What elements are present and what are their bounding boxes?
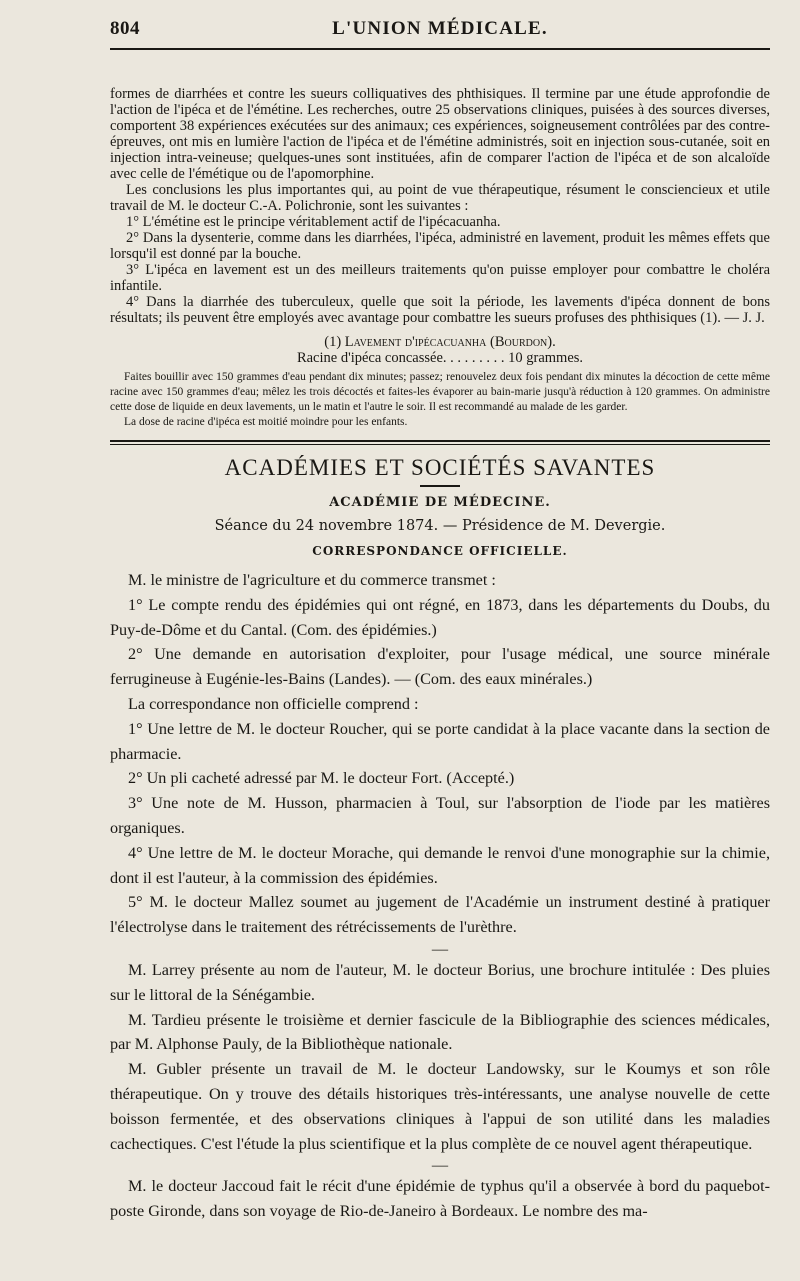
body-paragraph: M. Tardieu présente le troisième et dernier fascicule de la Bibliographie des sciences médicales, par M. Alphonse Pauly, de la Bibliothèque nationale. [110, 1010, 770, 1054]
review-paragraph: Les conclusions les plus importantes qui, au point de vue thérapeutique, résument le consciencieux et utile travail de M. le docteur C.-A. Polichronie, sont les suivantes : [110, 182, 770, 214]
body-paragraph: 2° Un pli cacheté adressé par M. le docteur Fort. (Accepté.) [128, 769, 515, 788]
body-paragraph: M. le docteur Jaccoud fait le récit d'une épidémie de typhus qu'il a observée à bord du paquebot-poste Gironde, dans son voyage de Rio-de-Janeiro à Bordeaux. Le nombre des ma- [110, 1177, 770, 1221]
review-paragraph: formes de diarrhées et contre les sueurs colliquatives des phthisiques. Il termine par une étude approfondie de l'action de l'ipéca et de l'émétine. Les recherches, outre 25 observations cliniques, puisées à des sources diverses, comportent 38 expériences exécutées sur des animaux; ces expériences, soigneusement contrôlées par des contre-épreuves, ont mis en lumière l'action de l'ipéca et de l'émétine administrés, soit en injection sous-cutanée, soit en injection intra-veineuse; quelques-unes sont instituées, afin de comparer l'action de l'ipéca et de son alcaloïde avec celle de l'émétique ou de l'apomorphine. [110, 86, 770, 182]
section-heading: ACADÉMIES ET SOCIÉTÉS SAVANTES [224, 455, 656, 480]
section-divider [110, 440, 770, 445]
footnote-marker: (1) [324, 334, 342, 350]
footnote-recipe [110, 370, 770, 430]
body-paragraph: M. le ministre de l'agriculture et du commerce transmet : [128, 571, 496, 589]
footnote-title-line [110, 334, 770, 350]
journal-title: L'UNION MÉDICALE. [332, 18, 548, 39]
separator-dash: — [431, 939, 449, 958]
review-section [110, 86, 770, 430]
conclusion-item: 4° Dans la diarrhée des tuberculeux, quelle que soit la période, les lavements d'ipéca donnent de bons résultats; ils peuvent être employés avec avantage pour combattre les sueurs profuses des phthisiques (1). — J. J. [110, 294, 770, 326]
footnote-title: Lavement d'ipécacuanha (Bourdon). [344, 334, 556, 350]
running-head [110, 18, 770, 50]
body-paragraph: 2° Une demande en autorisation d'exploiter, pour l'usage médical, une source minérale ferrugineuse à Eugénie-les-Bains (Landes). — (Com. des eaux minérales.) [110, 645, 770, 689]
body-paragraph: 1° Le compte rendu des épidémies qui ont régné, en 1873, dans les départements du Doubs, du Puy-de-Dôme et du Cantal. (Com. des épidémies.) [110, 595, 770, 639]
body-paragraph: 3° Une note de M. Husson, pharmacien à Toul, sur l'absorption de l'iode par les matières organiques. [110, 794, 770, 837]
page-number: 804 [110, 18, 140, 39]
body-paragraph: M. Gubler présente un travail de M. le docteur Landowsky, sur le Koumys et son rôle thérapeutique. On y trouve des détails historiques très-intéressants, une analyse nouvelle de cette boisson fermentée, et des observations cliniques à l'appui de son utilité dans les maladies cachectiques. C'est l'étude la plus scientifique et la plus complète de ce nouvel agent thérapeutique. [110, 1060, 770, 1153]
conclusion-item: 2° Dans la dysenterie, comme dans les diarrhées, l'ipéca, administré en lavement, produit les mêmes effets que lorsqu'il est donné par la bouche. [110, 230, 770, 262]
body-paragraph: M. Larrey présente au nom de l'auteur, M. le docteur Borius, une brochure intitulée : Des pluies sur le littoral de la Sénégambie. [110, 960, 770, 1004]
conclusion-item: 1° L'émétine est le principe véritablement actif de l'ipécacuanha. [126, 214, 501, 230]
session-line: Séance du 24 novembre 1874. — Présidence de M. Devergie. [214, 518, 666, 534]
academy-heading: ACADÉMIE DE MÉDECINE. [329, 495, 551, 510]
session-body [110, 568, 770, 1224]
conclusion-item: 3° L'ipéca en lavement est un des meilleurs traitements qu'on puisse employer pour combattre le choléra infantile. [110, 262, 770, 294]
footnote-ingredient: Racine d'ipéca concassée. . . . . . . . . [296, 350, 505, 366]
footnote-instructions: Faites bouillir avec 150 grammes d'eau pendant dix minutes; passez; renouvelez deux fois pendant dix minutes la décoction de cette même racine avec 150 grammes d'eau; mêlez les trois décoctés et faites-les évaporer au bain-marie jusqu'à réduction à 120 grammes. On administre cette dose de liquide en deux lavements, un le matin et l'autre le soir. Il est recommandé au malade de les garder. [110, 371, 770, 413]
separator-dash: — [431, 1156, 449, 1175]
footnote-quantity: 10 grammes. [508, 350, 584, 366]
footnote-children-dose: La dose de racine d'ipéca est moitié moindre pour les enfants. [124, 416, 408, 428]
footnote-ingredient-line [110, 350, 770, 366]
heading-rule [420, 485, 460, 487]
body-paragraph: La correspondance non officielle comprend : [128, 694, 419, 713]
body-paragraph: 5° M. le docteur Mallez soumet au jugement de l'Académie un instrument destiné à pratiquer l'électrolyse dans le traitement des rétrécissements de l'urèthre. [110, 893, 770, 937]
body-paragraph: 4° Une lettre de M. le docteur Morache, qui demande le renvoi d'une monographie sur la chimie, dont il est l'auteur, à la commission des épidémies. [110, 843, 770, 887]
body-paragraph: 1° Une lettre de M. le docteur Roucher, qui se porte candidat à la place vacante dans la section de pharmacie. [110, 719, 770, 763]
correspondence-heading: CORRESPONDANCE OFFICIELLE. [312, 544, 568, 558]
